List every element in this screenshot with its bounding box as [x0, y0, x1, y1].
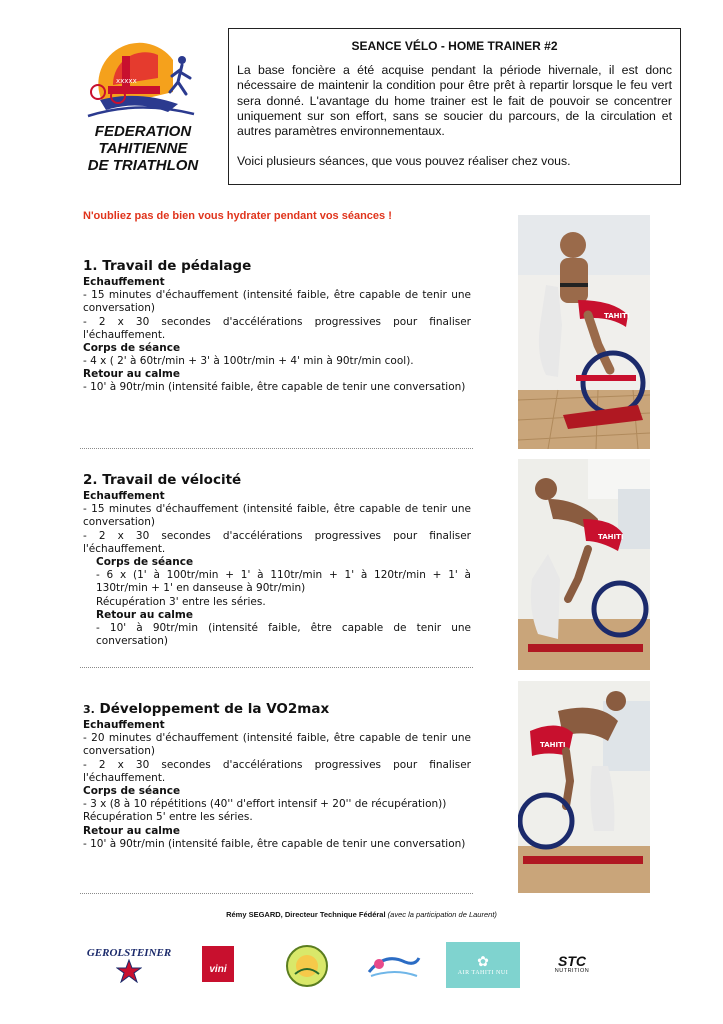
- section-title: 2. Travail de vélocité: [83, 472, 242, 488]
- warmup-label: Echauffement: [83, 490, 165, 502]
- section-title: 1. Travail de pédalage: [83, 258, 252, 274]
- section-divider: [80, 667, 473, 668]
- gerolsteiner-star-icon: [116, 959, 142, 983]
- warmup-label: Echauffement: [83, 719, 165, 731]
- main-line: Récupération 5' entre les séries.: [83, 811, 253, 824]
- section-vo2max: [83, 701, 471, 851]
- main-line: - 6 x (1' à 100tr/min + 1' à 110tr/min + 1' à 120tr/min + 1' à 130tr/min + 1' en danseuse à 90tr/min): [96, 569, 471, 595]
- air-tahiti-nui-wordmark: AIR TAHITI NUI: [457, 970, 509, 976]
- federation-emblem-icon: [78, 30, 208, 125]
- vini-wordmark: vini: [209, 963, 227, 975]
- sponsor-event-logo: [365, 948, 423, 982]
- sponsor-air-tahiti-nui: [446, 942, 520, 988]
- cooldown-line: - 10' à 90tr/min (intensité faible, être capable de tenir une conversation): [96, 622, 471, 648]
- author-name: Rémy SEGARD, Directeur Technique Fédéral: [226, 910, 386, 919]
- warmup-line: - 2 x 30 secondes d'accélérations progressives pour finaliser l'échauffement.: [83, 315, 471, 341]
- sponsor-vini: [202, 946, 234, 982]
- section-number: 3.: [83, 703, 95, 716]
- section-title: [83, 701, 471, 717]
- federation-logo: [78, 30, 208, 185]
- section-divider: [80, 893, 473, 894]
- main-label: Corps de séance: [83, 342, 181, 355]
- intro-paragraph: La base foncière a été acquise pendant la période hivernale, il est donc nécessaire de maintenir la condition pour être prêt à repartir lorsque le feu vert sera donné. L'avantage du home trainer est le fait de pouvoir se concentrer uniquement sur son effort, sans se soucier du parcours, de la circulation et autres paramètres environnementaux.: [237, 63, 672, 139]
- tiare-flower-icon: ✿: [477, 954, 489, 970]
- svg-text:xxxxx: xxxxx: [116, 77, 137, 85]
- cooldown-label: Retour au calme: [83, 824, 180, 837]
- svg-text:TAHITI: TAHITI: [604, 312, 630, 320]
- sponsor-gerolsteiner: [86, 940, 172, 990]
- main-label: Corps de séance: [96, 556, 194, 569]
- hydration-reminder: N'oubliez pas de bien vous hydrater pendant vos séances !: [83, 210, 392, 222]
- svg-text:TAHITI: TAHITI: [540, 741, 566, 749]
- warmup-label: Echauffement: [83, 276, 165, 288]
- cooldown-line: - 10' à 90tr/min (intensité faible, être capable de tenir une conversation): [83, 381, 466, 394]
- cooldown-label: Retour au calme: [83, 368, 180, 381]
- cooldown-label: Retour au calme: [96, 609, 193, 622]
- warmup-line: - 2 x 30 secondes d'accélérations progressives pour finaliser l'échauffement.: [83, 529, 471, 555]
- main-line: Récupération 3' entre les séries.: [96, 595, 266, 608]
- cooldown-line: - 10' à 90tr/min (intensité faible, être capable de tenir une conversation): [83, 837, 466, 850]
- page-title: SEANCE VÉLO - HOME TRAINER #2: [351, 39, 558, 53]
- warmup-line: - 2 x 30 secondes d'accélérations progressives pour finaliser l'échauffement.: [83, 758, 471, 784]
- stc-nutrition-label: NUTRITION: [554, 968, 590, 974]
- warmup-line: - 15 minutes d'échauffement (intensité faible, être capable de tenir une conversation): [83, 289, 471, 315]
- intro-paragraph-2: Voici plusieurs séances, que vous pouvez réaliser chez vous.: [237, 154, 571, 169]
- intro-box: [228, 28, 681, 185]
- main-line: - 4 x ( 2' à 60tr/min + 3' à 100tr/min + 4' min à 90tr/min cool).: [83, 355, 414, 368]
- logo-line-3: DE TRIATHLON: [87, 157, 199, 174]
- warmup-line: - 15 minutes d'échauffement (intensité faible, être capable de tenir une conversation): [83, 503, 471, 529]
- cyclist-photo-3: [518, 681, 650, 893]
- sponsor-club-logo: [285, 944, 329, 988]
- logo-line-2: TAHITIENNE: [98, 140, 188, 157]
- gerolsteiner-wordmark: GEROLSTEINER: [86, 947, 172, 959]
- warmup-line: - 20 minutes d'échauffement (intensité faible, être capable de tenir une conversation): [83, 732, 471, 758]
- logo-line-1: FEDERATION: [94, 123, 192, 140]
- sponsor-stc-nutrition: [544, 950, 600, 978]
- event-logo-icon: [365, 948, 423, 982]
- section-velocite: [83, 472, 471, 649]
- main-label: Corps de séance: [83, 785, 181, 798]
- section-divider: [80, 448, 473, 449]
- main-line: - 3 x (8 à 10 répétitions (40'' d'effort intensif + 20'' de récupération)): [83, 798, 447, 811]
- club-emblem-icon: [285, 944, 329, 988]
- cyclist-photo-1: [518, 215, 650, 449]
- cyclist-photo-2: [518, 459, 650, 670]
- author-note: (avec la participation de Laurent): [387, 910, 497, 919]
- section-pedalage: [83, 258, 471, 395]
- author-credit: [0, 910, 723, 919]
- svg-text:TAHITI: TAHITI: [598, 533, 624, 541]
- stc-wordmark: STC: [558, 953, 586, 969]
- section-title-text: Développement de la VO2max: [99, 701, 330, 717]
